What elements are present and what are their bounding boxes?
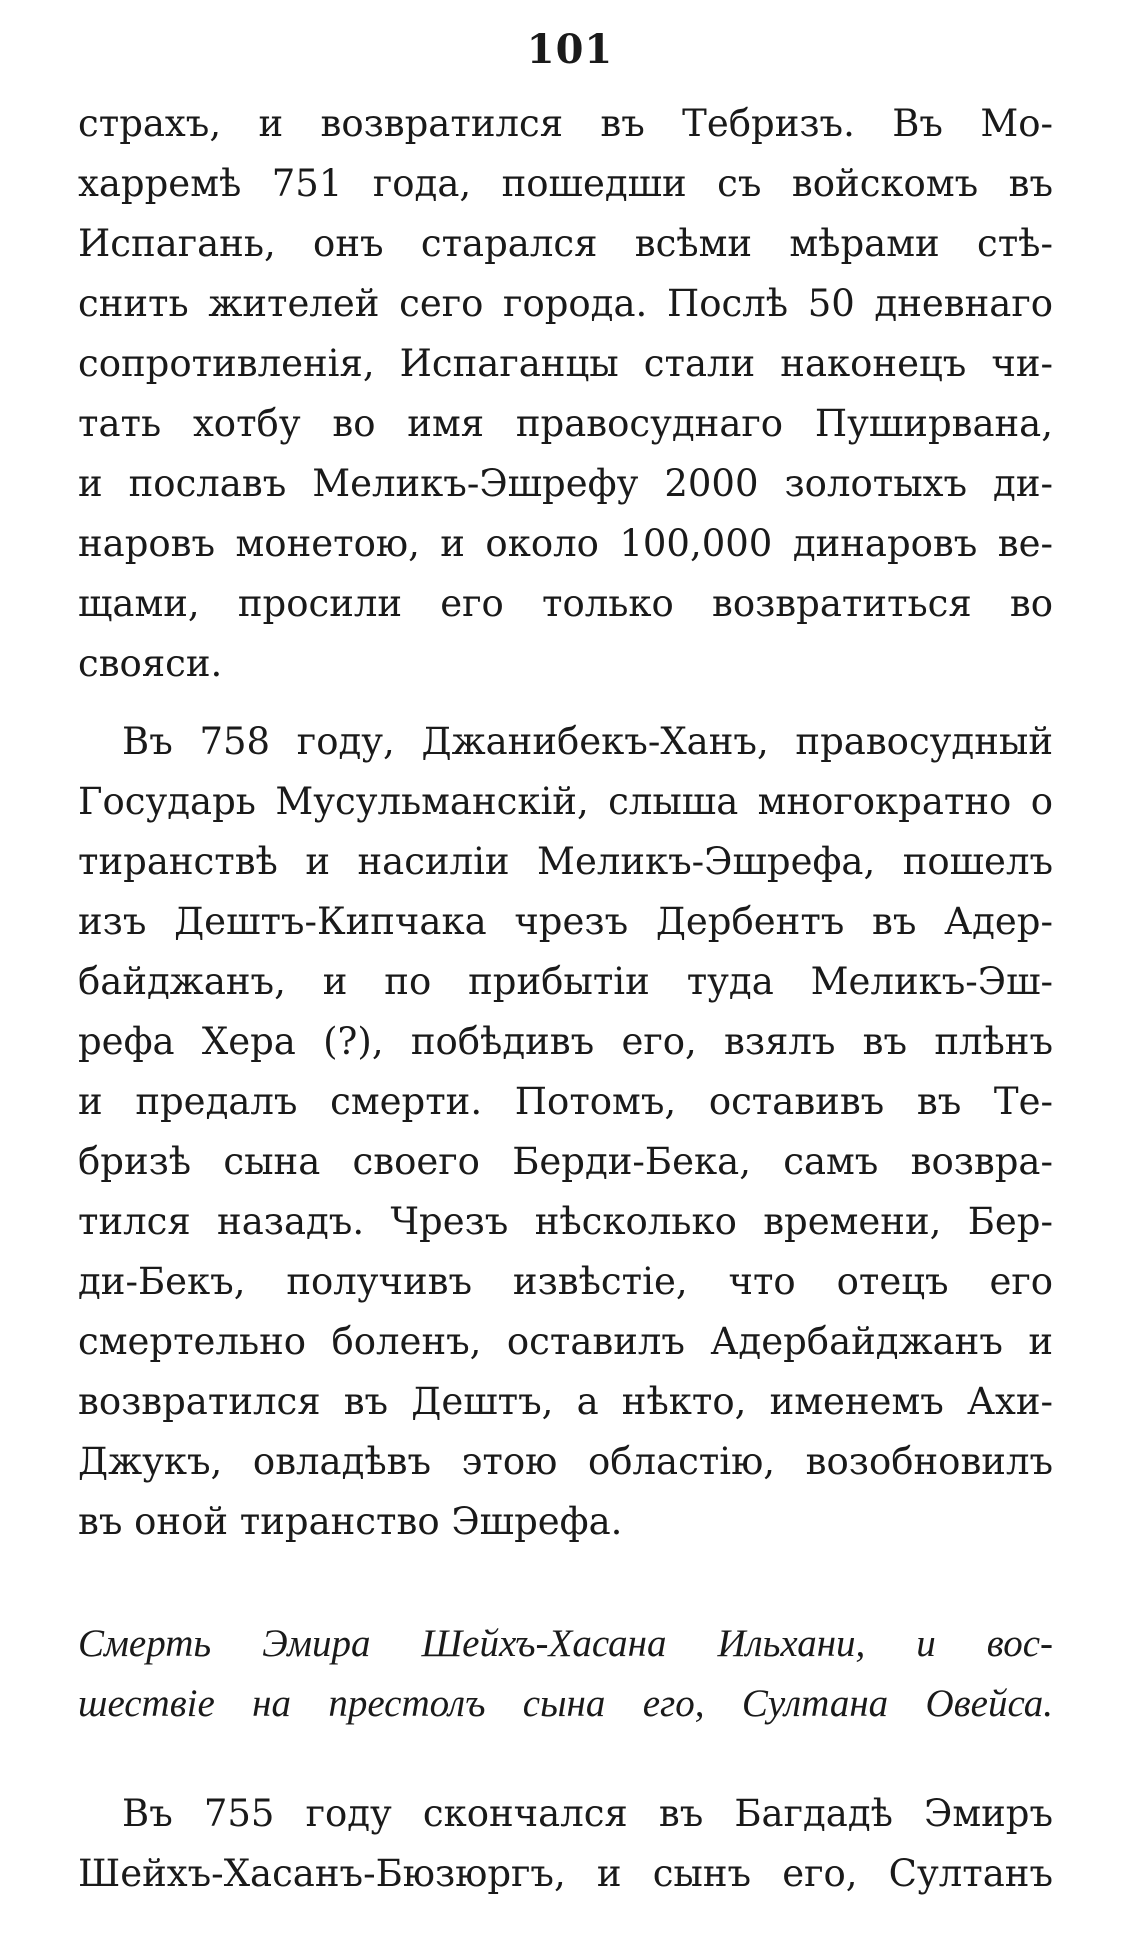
text-line: изъ Дештъ-Кипчака чрезъ Дербентъ въ Адер-	[78, 900, 1053, 943]
text-line: Джукъ, овладѣвъ этою областію, возобновилъ	[78, 1440, 1053, 1483]
text-line: щами, просили его только возвратиться во	[78, 582, 1053, 625]
text-line: тился назадъ. Чрезъ нѣсколько времени, Бер-	[78, 1200, 1053, 1243]
text-line: Испагань, онъ старался всѣми мѣрами стѣ-	[78, 222, 1053, 265]
text-line: Государь Мусульманскій, слыша многократно о	[78, 780, 1053, 823]
text-line: ди-Бекъ, получивъ извѣстіе, что отецъ его	[78, 1260, 1053, 1303]
text-line: байджанъ, и по прибытіи туда Меликъ-Эш-	[78, 960, 1053, 1003]
text-line: харремѣ 751 года, пошедши съ войскомъ въ	[78, 162, 1053, 205]
text-line: рефа Хера (?), побѣдивъ его, взялъ въ плѣнъ	[78, 1020, 1053, 1063]
text-line: смертельно боленъ, оставилъ Адербайджанъ и	[78, 1320, 1053, 1363]
text-line: Шейхъ-Хасанъ-Бюзюргъ, и сынъ его, Султанъ	[78, 1852, 1053, 1895]
section-heading: Смерть Эмира Шейхъ-Хасана Ильхани, и вос-	[78, 1622, 1053, 1665]
text-line: Въ 755 году скончался въ Багдадѣ Эмиръ	[122, 1792, 1053, 1835]
text-line: свояси.	[78, 642, 223, 685]
text-line: бризѣ сына своего Берди-Бека, самъ возвра-	[78, 1140, 1053, 1183]
text-line: тать хотбу во имя правосуднаго Пуширвана,	[78, 402, 1053, 445]
text-line: снить жителей сего города. Послѣ 50 дневнаго	[78, 282, 1053, 325]
text-line: наровъ монетою, и около 100,000 динаровъ ве-	[78, 522, 1053, 565]
section-heading: шествіе на престолъ сына его, Султана Овейса.	[78, 1682, 1053, 1725]
text-line: и предалъ смерти. Потомъ, оставивъ въ Те-	[78, 1080, 1053, 1123]
text-line: въ оной тиранство Эшрефа.	[78, 1500, 623, 1543]
page-number: 101	[526, 26, 614, 73]
text-line: тиранствѣ и насиліи Меликъ-Эшрефа, пошелъ	[78, 840, 1053, 883]
text-line: Въ 758 году, Джанибекъ-Ханъ, правосудный	[122, 720, 1053, 763]
text-line: страхъ, и возвратился въ Тебризъ. Въ Мо-	[78, 102, 1053, 145]
text-line: сопротивленія, Испаганцы стали наконецъ чи-	[78, 342, 1053, 385]
text-line: и пославъ Меликъ-Эшрефу 2000 золотыхъ ди-	[78, 462, 1053, 505]
text-line: возвратился въ Дештъ, а нѣкто, именемъ Ахи-	[78, 1380, 1053, 1423]
